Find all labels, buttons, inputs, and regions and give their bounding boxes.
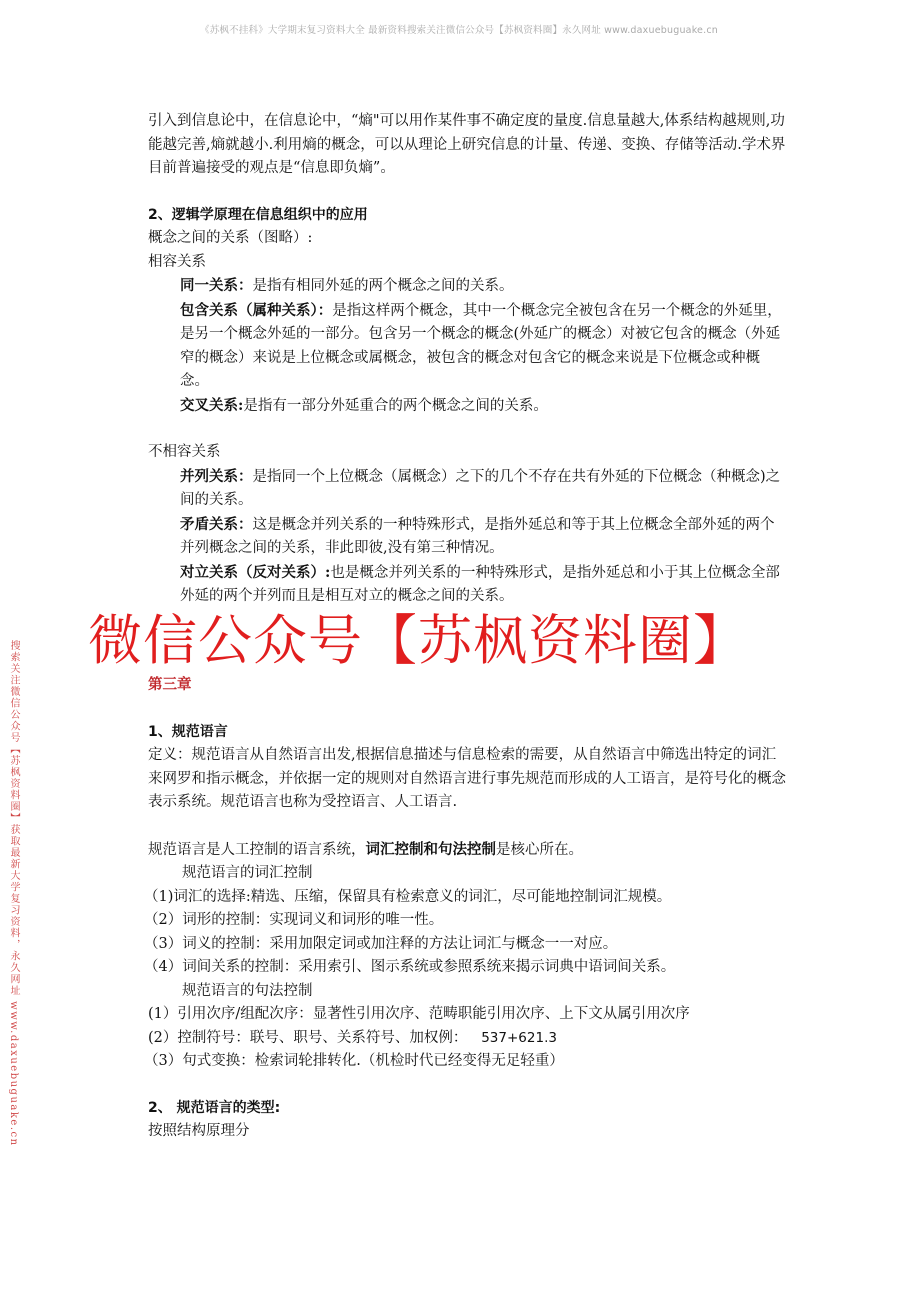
syntax-control-title: 规范语言的句法控制: [182, 982, 313, 999]
definition-paragraph: 定义：规范语言从自然语言出发,根据信息描述与信息检索的需要，从自然语言中筛选出特定的词汇来网罗和指示概念，并依据一定的规则对自然语言进行事先规范而形成的人工语言，是符号化的概念表示系统。规范语言也称为受控语言、人工语言.: [148, 747, 786, 810]
relation-term: 对立关系（反对关系）:: [180, 563, 331, 581]
vocab-item: （4）词间关系的控制：采用索引、图示系统或参照系统来揭示词典中语词间关系。: [144, 959, 676, 975]
relation-term: 矛盾关系：: [180, 515, 253, 533]
relation-opposition: [148, 561, 788, 609]
relation-term: 同一关系：: [180, 277, 253, 294]
compatible-title: 相容关系: [148, 253, 206, 270]
side-watermark: 搜索关注微信公众号【苏枫资料圈】获取最新大学复习资料，永久网址 www.daxuebuguake.cn: [8, 640, 19, 1147]
core-text-bold: 词汇控制和句法控制: [365, 840, 496, 858]
relation-desc: 这是概念并列关系的一种特殊形式，是指外延总和等于其上位概念全部外延的两个并列概念之间的关系，非此即彼,没有第三种情况。: [180, 516, 775, 556]
syntax-item-with-example: [148, 1027, 788, 1051]
vocab-control-title: 规范语言的词汇控制: [182, 865, 313, 881]
syntax-item: (2）控制符号：联号、职号、关系符号、加权例：: [148, 1029, 468, 1046]
page-header-watermark: 《苏枫不挂科》大学期末复习资料大全 最新资料搜索关注微信公众号【苏枫资料圈】永久网址 www.daxuebuguake.cn: [200, 25, 718, 36]
section-1-heading: 1、规范语言: [148, 723, 228, 740]
core-text-post: 是核心所在。: [496, 841, 583, 858]
chapter-3: [144, 674, 788, 1144]
wechat-watermark: 微信公众号【苏枫资料圈】: [88, 609, 748, 672]
vocab-item: （2）词形的控制：实现词义和词形的唯一性。: [144, 912, 444, 928]
relation-parallel: [148, 465, 788, 513]
incompatible-title: 不相容关系: [148, 444, 221, 460]
relation-desc: 是指同一个上位概念（属概念）之下的几个不存在共有外延的下位概念（种概念)之间的关系。: [180, 468, 781, 508]
relations-intro: 概念之间的关系（图略）:: [148, 230, 313, 246]
syntax-item: （3）句式变换：检索词轮排转化.（机检时代已经变得无足轻重）: [144, 1053, 564, 1069]
intro-paragraph: 引入到信息论中，在信息论中，“熵"可以用作某件事不确定度的量度.信息量越大,体系结构越规则,功能越完善,熵就越小.利用熵的概念，可以从理论上研究信息的计量、传递、变换、存储等活动.学术界目前普遍接受的观点是“信息即负熵”。: [148, 113, 786, 176]
chapter-title: 第三章: [148, 677, 192, 693]
relation-intersection: [148, 394, 788, 419]
vocab-item: （3）词义的控制：采用加限定词或加注释的方法让词汇与概念一一对应。: [144, 935, 618, 952]
relation-contradiction: [148, 513, 788, 561]
core-sentence: [148, 838, 788, 863]
section-2b-heading: 2、 规范语言的类型:: [148, 1099, 281, 1116]
section-upper: [148, 110, 788, 609]
relation-term: 并列关系：: [180, 467, 253, 485]
relation-desc: 是指这样两个概念，其中一个概念完全被包含在另一个概念的外延里，是另一个概念外延的一部分。包含另一个概念的概念(外延广的概念）对被它包含的概念（外延窄的概念）来说是上位概念或属概念，被包含的概念对包含它的概念来说是下位概念或种概念。: [180, 302, 782, 389]
structure-line: 按照结构原理分: [148, 1123, 250, 1139]
relation-term: 包含关系（属种关系）：: [180, 301, 333, 319]
vocab-item: （1)词汇的选择:精选、压缩，保留具有检索意义的词汇，尽可能地控制词汇规模。: [144, 888, 672, 905]
relation-inclusion: [148, 299, 788, 394]
relation-desc: 是指有一部分外延重合的两个概念之间的关系。: [243, 397, 548, 414]
syntax-item: (1）引用次序/组配次序：显著性引用次序、范畴职能引用次序、上下文从属引用次序: [148, 1006, 690, 1022]
syntax-example: 537+621.3: [481, 1029, 557, 1046]
relation-identity: [148, 274, 788, 299]
relation-term: 交叉关系:: [180, 396, 244, 414]
core-text-pre: 规范语言是人工控制的语言系统，: [148, 841, 366, 858]
relation-desc: 是指有相同外延的两个概念之间的关系。: [252, 278, 514, 294]
relation-desc: 也是概念并列关系的一种特殊形式，是指外延总和小于其上位概念全部外延的两个并列而且是相互对立的概念之间的关系。: [180, 564, 780, 604]
section-2-heading: 2、逻辑学原理在信息组织中的应用: [148, 206, 368, 223]
